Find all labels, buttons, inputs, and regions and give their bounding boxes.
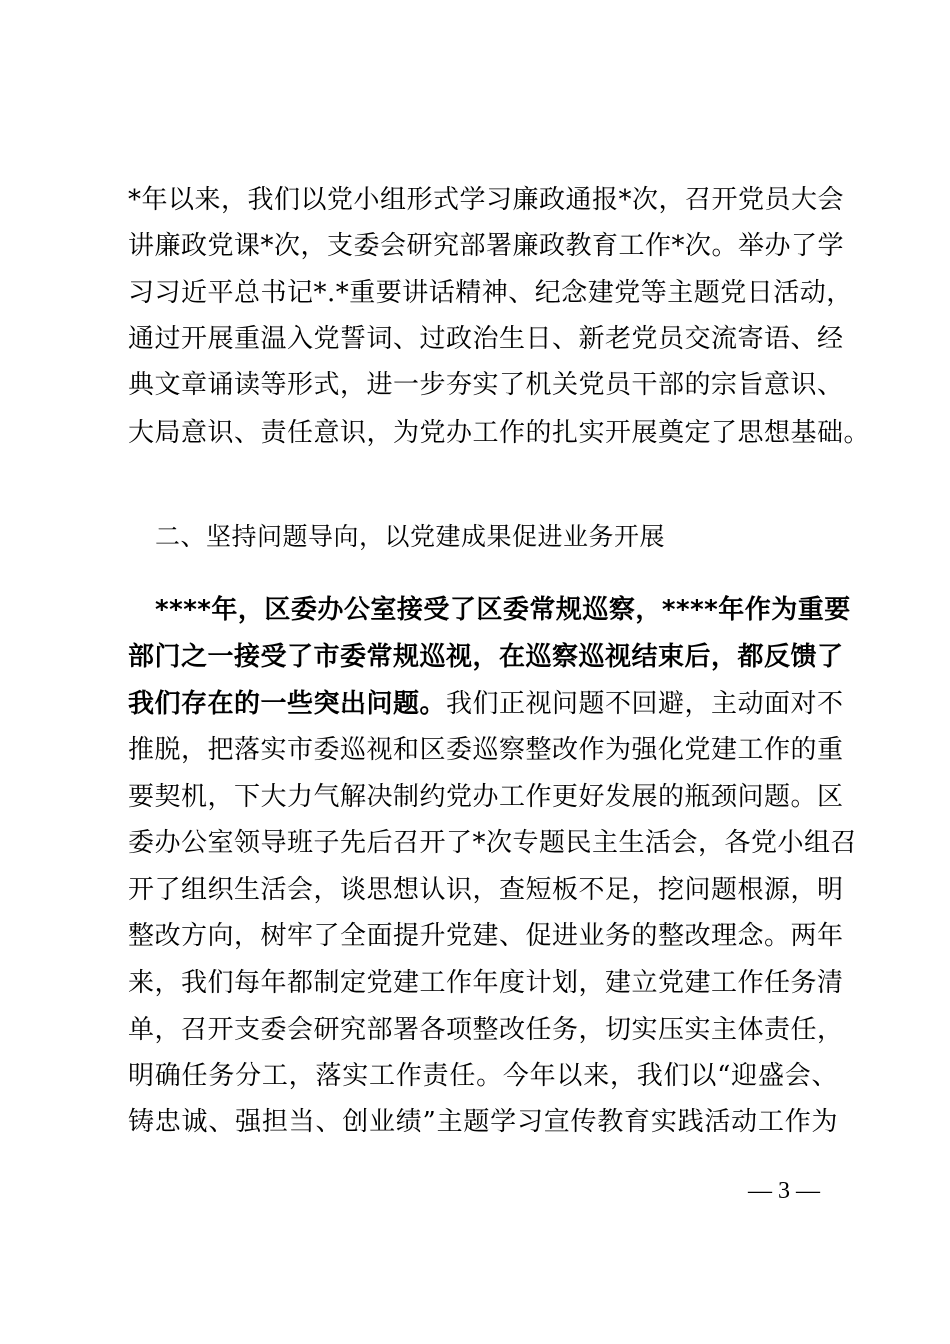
paragraph2-bold-line-1: ****年，区委办公室接受了区委常规巡察，****年作为重要 [155, 595, 851, 625]
paragraph1-line-4: 通过开展重温入党誓词、过政治生日、新老党员交流寄语、经 [128, 324, 844, 354]
paragraph2-line-3: 委办公室领导班子先后召开了*次专题民主生活会，各党小组召 [128, 828, 858, 858]
page-number: — 3 — [748, 1178, 820, 1204]
paragraph2-mixed-normal: 我们正视问题不回避，主动面对不 [446, 689, 844, 719]
paragraph2-line-5: 整改方向，树牢了全面提升党建、促进业务的整改理念。两年 [128, 921, 844, 951]
paragraph2-mixed-bold: 我们存在的一些突出问题。 [128, 689, 447, 719]
paragraph2-line-2: 要契机，下大力气解决制约党办工作更好发展的瓶颈问题。区 [128, 782, 844, 812]
paragraph2-mixed-line [128, 687, 844, 721]
paragraph1-line-2: 讲廉政党课*次，支委会研究部署廉政教育工作*次。举办了学 [128, 231, 845, 261]
paragraph1-line-5: 典文章诵读等形式，进一步夯实了机关党员干部的宗旨意识、 [128, 370, 844, 400]
paragraph1-line-1: *年以来，我们以党小组形式学习廉政通报*次，召开党员大会 [128, 185, 845, 215]
paragraph1-line-3: 习习近平总书记*.*重要讲话精神、纪念建党等主题党日活动， [128, 278, 853, 308]
paragraph1-line-6: 大局意识、责任意识，为党办工作的扎实开展奠定了思想基础。 [128, 418, 871, 448]
paragraph2-line-1: 推脱，把落实市委巡视和区委巡察整改作为强化党建工作的重 [128, 735, 844, 765]
paragraph2-bold-line-2: 部门之一接受了市委常规巡视，在巡察巡视结束后，都反馈了 [128, 642, 844, 672]
section-heading: 二、坚持问题导向，以党建成果促进业务开展 [155, 522, 666, 551]
paragraph2-line-7: 单，召开支委会研究部署各项整改任务，切实压实主体责任， [128, 1015, 844, 1045]
paragraph2-line-9: 铸忠诚、强担当、创业绩”主题学习宣传教育实践活动工作为 [128, 1107, 838, 1137]
paragraph2-line-4: 开了组织生活会，谈思想认识，查短板不足，挖问题根源，明 [128, 875, 844, 905]
paragraph2-line-8: 明确任务分工，落实工作责任。今年以来，我们以“迎盛会、 [128, 1061, 838, 1091]
paragraph2-line-6: 来，我们每年都制定党建工作年度计划，建立党建工作任务清 [128, 968, 844, 998]
